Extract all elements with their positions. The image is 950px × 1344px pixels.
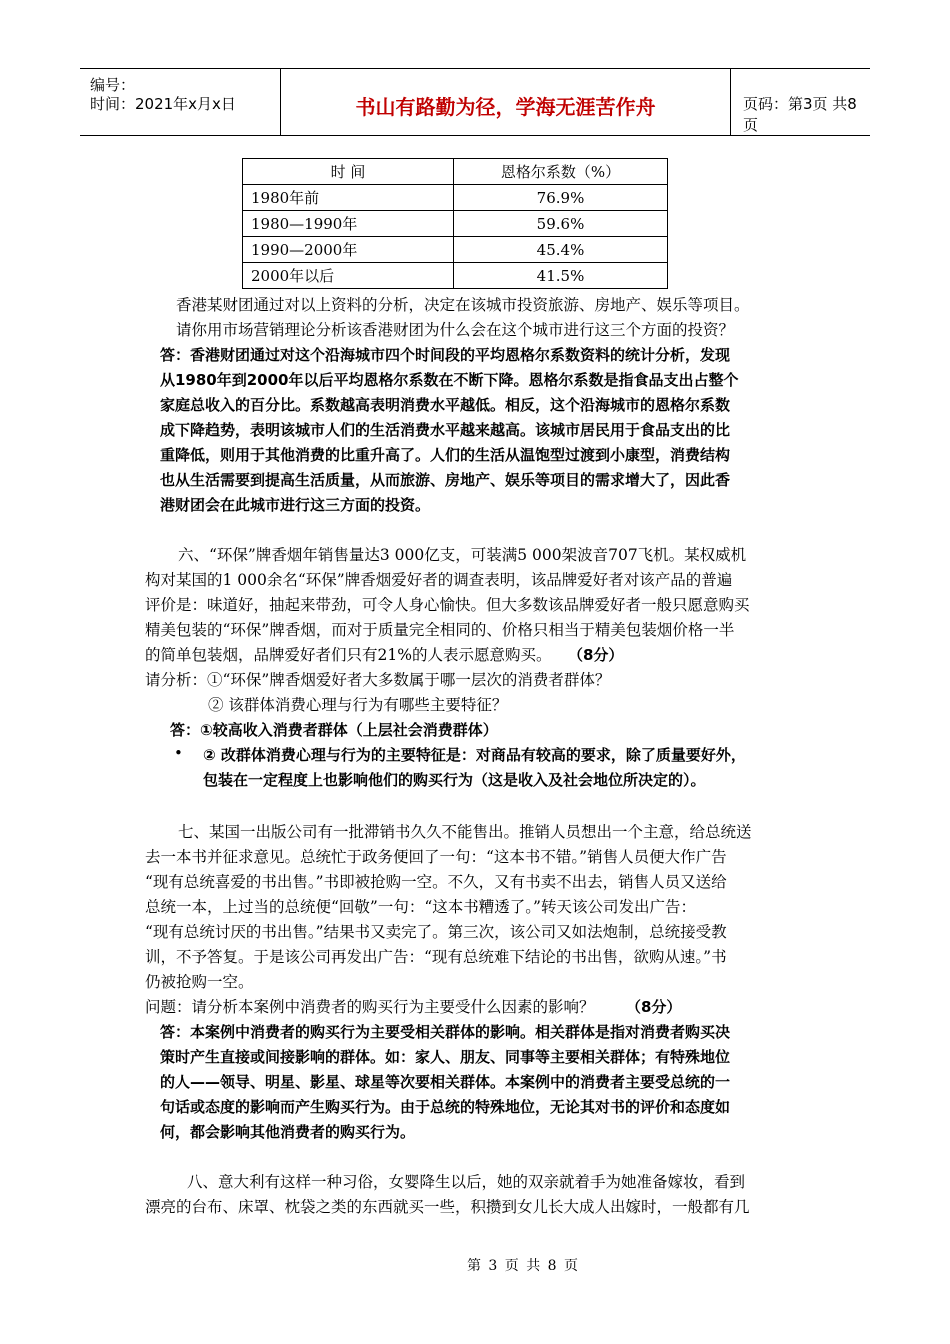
paragraph-line: 训，不予答复。于是该公司再发出广告：“现有总统难下结论的书出售，欲购从速。”书 xyxy=(145,948,727,966)
answer-line: ② 改群体消费心理与行为的主要特征是：对商品有较高的要求，除了质量要好外， xyxy=(203,746,746,764)
answer-line: 港财团会在此城市进行这三方面的投资。 xyxy=(160,496,431,514)
document-number-label: 编号： xyxy=(90,76,136,94)
table-header-row xyxy=(243,159,668,185)
table-cell-value: 41.5% xyxy=(454,263,668,289)
header-motto-cell xyxy=(281,69,731,135)
table-row xyxy=(243,185,668,211)
header-page-cell xyxy=(731,69,870,135)
answer-line: 的人——领导、明星、影星、球星等次要相关群体。本案例中的消费者主要受总统的一 xyxy=(160,1073,731,1091)
question-line: 请分析：①“环保”牌香烟爱好者大多数属于哪一层次的消费者群体？ xyxy=(145,671,611,689)
table-cell-value: 76.9% xyxy=(454,185,668,211)
paragraph-line: 七、某国一出版公司有一批滞销书久久不能售出。推销人员想出一个主意，给总统送 xyxy=(178,823,752,841)
table-header-coefficient: 恩格尔系数（%） xyxy=(454,159,668,185)
answer-line: 也从生活需要到提高生活质量，从而旅游、房地产、娱乐等项目的需求增大了，因此香 xyxy=(160,471,731,489)
table-header-time: 时 间 xyxy=(243,159,454,185)
answer-line: 成下降趋势，表明该城市人们的生活消费水平越来越高。该城市居民用于食品支出的比 xyxy=(160,421,731,439)
answer-line: 策时产生直接或间接影响的群体。如：家人、朋友、同事等主要相关群体；有特殊地位 xyxy=(160,1048,731,1066)
question-line: 问题：请分析本案例中消费者的购买行为主要受什么因素的影响？ xyxy=(145,998,595,1016)
answer-line: 答：①较高收入消费者群体（上层社会消费群体） xyxy=(170,721,498,739)
header-page-number: 页码：第3页 共8页 xyxy=(743,95,857,134)
paragraph-line: 构对某国的1 000余名“环保”牌香烟爱好者的调查表明，该品牌爱好者对该产品的普遍 xyxy=(145,571,733,589)
paragraph-line: 八、意大利有这样一种习俗，女婴降生以后，她的双亲就着手为她准备嫁妆，看到 xyxy=(187,1173,746,1191)
table-row xyxy=(243,263,668,289)
table-cell-period: 1990—2000年 xyxy=(243,237,454,263)
paragraph-line: 总统一本，上过当的总统便“回敬”一句：“这本书糟透了。”转天该公司发出广告： xyxy=(145,898,696,916)
engel-coefficient-table xyxy=(242,158,668,289)
bullet-marker: • xyxy=(174,744,183,762)
answer-line: 从1980年到2000年以后平均恩格尔系数在不断下降。恩格尔系数是指食品支出占整个 xyxy=(160,371,739,389)
answer-line: 答：本案例中消费者的购买行为主要受相关群体的影响。相关群体是指对消费者购买决 xyxy=(160,1023,731,1041)
paragraph-line: 漂亮的台布、床罩、枕袋之类的东西就买一些，积攒到女儿长大成人出嫁时，一般都有几 xyxy=(145,1198,750,1216)
answer-line: 答：香港财团通过对这个沿海城市四个时间段的平均恩格尔系数资料的统计分析，发现 xyxy=(160,346,731,364)
paragraph-line: 香港某财团通过对以上资料的分析，决定在该城市投资旅游、房地产、娱乐等项目。 xyxy=(176,296,750,314)
paragraph-line: “现有总统讨厌的书出售。”结果书又卖完了。第三次，该公司又如法炮制，总统接受教 xyxy=(145,923,727,941)
paragraph-line: “现有总统喜爱的书出售。”书即被抢购一空。不久，又有书卖不出去，销售人员又送给 xyxy=(145,873,727,891)
score-label: （8分） xyxy=(568,646,624,664)
document-time-label: 时间：2021年x月x日 xyxy=(90,95,236,113)
score-label: （8分） xyxy=(626,998,682,1016)
paragraph-line: 去一本书并征求意见。总统忙于政务便回了一句：“这本书不错。”销售人员便大作广告 xyxy=(145,848,727,866)
answer-line: 何，都会影响其他消费者的购买行为。 xyxy=(160,1123,416,1141)
page-header xyxy=(80,68,870,136)
paragraph-line: 评价是：味道好，抽起来带劲，可令人身心愉快。但大多数该品牌爱好者一般只愿意购买 xyxy=(145,596,750,614)
table-row xyxy=(243,237,668,263)
paragraph-line: 精美包装的“环保”牌香烟，而对于质量完全相同的、价格只相当于精美包装烟价格一半 xyxy=(145,621,735,639)
question-line: ② 该群体消费心理与行为有哪些主要特征？ xyxy=(208,696,508,714)
table-cell-period: 1980年前 xyxy=(243,185,454,211)
answer-line: 家庭总收入的百分比。系数越高表明消费水平越低。相反，这个沿海城市的恩格尔系数 xyxy=(160,396,731,414)
table-cell-value: 45.4% xyxy=(454,237,668,263)
header-info-cell xyxy=(80,69,281,135)
header-motto: 书山有路勤为径，学海无涯苦作舟 xyxy=(355,95,656,119)
answer-line: 包装在一定程度上也影响他们的购买行为（这是收入及社会地位所决定的）。 xyxy=(203,771,706,789)
table-row xyxy=(243,211,668,237)
paragraph-line: 仍被抢购一空。 xyxy=(145,973,254,991)
answer-line: 重降低，则用于其他消费的比重升高了。人们的生活从温饱型过渡到小康型，消费结构 xyxy=(160,446,731,464)
table-cell-period: 1980—1990年 xyxy=(243,211,454,237)
answer-line: 句话或态度的影响而产生购买行为。由于总统的特殊地位，无论其对书的评价和态度如 xyxy=(160,1098,731,1116)
footer-page-number: 第 3 页 共 8 页 xyxy=(466,1258,579,1274)
paragraph-line: 六、“环保”牌香烟年销售量达3 000亿支，可装满5 000架波音707飞机。某权威机 xyxy=(178,546,747,564)
paragraph-line: 的简单包装烟，品牌爱好者们只有21%的人表示愿意购买。 xyxy=(145,646,552,664)
question-line: 请你用市场营销理论分析该香港财团为什么会在这个城市进行这三个方面的投资？ xyxy=(176,321,735,339)
table-cell-period: 2000年以后 xyxy=(243,263,454,289)
page-footer xyxy=(0,1255,950,1275)
table-cell-value: 59.6% xyxy=(454,211,668,237)
